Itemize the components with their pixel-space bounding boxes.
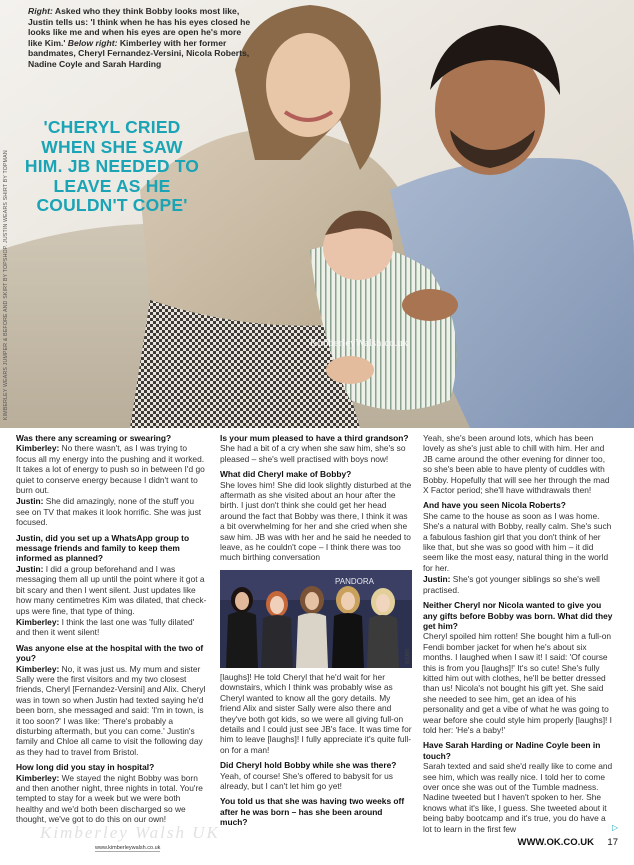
caption-below-text: Kimberley with her former bandmates, Cheryl Fernandez-Versini, Nicola Roberts, Nadine Coyle and Sarah Harding — [28, 37, 250, 69]
caption-right-text: Asked who they think Bobby looks most like, Justin tells us: 'I think when he has his eyes closed he looks like me and when his eyes are open he's more like Kim.' — [28, 6, 251, 48]
question: Was anyone else at the hospital with the two of you? — [16, 642, 204, 664]
answer-text: She came to the house as soon as I was home. She's a natural with Bobby, really calm. She's such a fabulous fashion girl that you don't think of her like that, but she was so good with him – it did seem like the most easy, natural thing in the world for her. — [423, 510, 612, 573]
continue-arrow-icon: ▷ — [612, 823, 619, 832]
answer-text: Sarah texted and said she'd really like to come and see him, which was really nice. I told her to come over once she was out of the Tumble madness. Nadine tweeted but I haven't spoken to her. She knows what it's like, I guess. She tweeted about it being baby bootcamp and it's true, you do have a lot to learn in the first few — [423, 761, 613, 834]
answer-text: I did a group beforehand and I was messaging them all up until the point where it got a bit scary and then I went silent. Just updates like how many centimetres Kim was dilated, that check-ups were fine, that type of thing. — [16, 563, 207, 616]
answer — [16, 564, 208, 616]
speaker: Justin: — [16, 496, 46, 507]
bandmates-photo — [220, 570, 412, 668]
question: Have Sarah Harding or Nadine Coyle been in touch? — [423, 740, 601, 761]
speaker: Kimberley: — [16, 772, 62, 783]
question: What did Cheryl make of Bobby? — [220, 469, 352, 480]
answer-text: Yeah, she's been around lots, which has been lovely as she's just able to chill with him. Her and JB came around the other evening for dinner too, so she's been able to have plenty of cuddles with Bobby. Hopefully that will see her through the mad X Factor period; she'll have withdrawals then! — [423, 433, 610, 496]
answer-text: No there wasn't, as I was trying to focus all my energy into the pushing and it worked. It takes a lot of energy to push so in between I'd go quiet to conserve energy because I didn't want to burn out. — [16, 443, 205, 496]
answer — [16, 496, 208, 527]
answer — [220, 771, 412, 792]
page-number: 17 — [607, 837, 618, 848]
question: Justin, did you set up a WhatsApp group to message friends and family to keep them informed as planned? — [16, 532, 190, 564]
question: Is your mum pleased to have a third grandson? — [220, 433, 409, 443]
answer-text: She did amazingly, none of the stuff you see on TV that makes it look horrific. She was just focused. — [16, 496, 202, 528]
question: Did Cheryl hold Bobby while she was there? — [220, 760, 397, 771]
hero-watermark: KimberleyWalsh.co.uk — [310, 338, 408, 349]
article-column-3 — [423, 433, 615, 835]
answer-text: I think the last one was 'fully dilated' and then it went silent! — [16, 616, 195, 638]
answer — [423, 761, 615, 834]
answer-text: She's got younger siblings so she's well practised. — [423, 574, 600, 595]
caption-below-label: Below right: — [67, 37, 118, 48]
small-url: www.kimberleywalsh.co.uk — [95, 845, 161, 851]
answer — [16, 617, 208, 638]
answer-text: She loves him! She did look slightly disturbed at the aftermath as she visited about an hour after the birth. I just don't think she could get her head around the fact that Bobby was there, I think it was a bit overwhelming for her and she cried when she saw him. JB was with her and he said he needed to leave, as he couldn't cope – I think there was too much birthing conversation — [220, 479, 412, 563]
hero-photo — [0, 0, 634, 428]
speaker: Kimberley: — [16, 443, 62, 454]
answer — [220, 480, 412, 563]
answer — [423, 511, 615, 573]
caption-right-label: Right: — [28, 6, 53, 16]
article-column-2-bottom — [220, 672, 412, 828]
question: You told us that she was having two weeks off after he was born – has she been around much? — [220, 796, 405, 828]
article-column-2-top — [220, 433, 412, 564]
answer-text: We stayed the night Bobby was born and then another night, three nights in total. You're tempted to stay for a week but we were both healthy and we'd both been discharged so we thought, we've got to do this on our own! — [16, 772, 203, 825]
answer — [423, 631, 615, 735]
answer-text: Yeah, of course! She's offered to babysit for us already, but I can't let him go yet! — [220, 770, 393, 792]
answer — [16, 443, 208, 495]
speaker: Justin: — [423, 574, 453, 585]
banner-text: PANDORA — [335, 577, 374, 586]
photo-credit: WENN — [405, 648, 411, 664]
answer — [423, 433, 615, 495]
clothing-credit: KIMBERLEY WEARS JUMPER & BEFORE AND SKIRT BY TOPSHOP. JUSTIN WEARS SHIRT BY TOPMAN — [3, 150, 9, 420]
answer — [16, 773, 208, 825]
question: Neither Cheryl nor Nicola wanted to give you any gifts before Bobby was born. What did they get him? — [423, 600, 613, 631]
answer-text: She had a bit of a cry when she saw him, she's so pleased – she's well practised with boys now! — [220, 443, 406, 464]
speaker: Justin: — [16, 563, 46, 574]
answer — [220, 672, 412, 755]
answer — [16, 664, 208, 758]
answer — [220, 443, 412, 464]
bottom-watermark: Kimberley Walsh UK — [40, 823, 220, 842]
answer-text: No, it was just us. My mum and sister Sally were the first visitors and my two closest friends, Cheryl [Fernandez-Versini] and Alix. Cheryl was in town so when Justin had texted saying he'd been born, she messaged and said: 'I'm in town, is it too soon?' I was like: 'There's probably a disturbing aftermath, but you can come.' Justin's family and Chloe all came to visit the following day as they had to travel from Bristol. — [16, 663, 206, 757]
speaker: Kimberley: — [16, 616, 62, 627]
answer-text: Cheryl spoiled him rotten! She bought him a full-on Fendi bomber jacket for when he's about six months. I laughed when I saw it! I said: 'Of course this is from you [laughs]!' It's so cute! She's fully kitted him out with clothes, he'll be better dressed than us! Nicola's not bought his gift yet. She said she needed to see him, get an idea of his personality and get a vibe of what he was going to wear before she could style him properly [laughs]! I told her: 'He's a baby!' — [423, 631, 612, 735]
answer-text: [laughs]! He told Cheryl that he'd wait for her downstairs, which I think was probably wise as Cheryl wanted to know all the gory details. My friend Alix and sister Sally were also there and they've both got kids, so we were all giving full-on details and I could just see JB's face. It was time for him to leave [laughs]! I fully appreciate it's quite full-on for a man! — [220, 672, 412, 755]
pull-quote: 'CHERYL CRIED WHEN SHE SAW HIM. JB NEEDED TO LEAVE AS HE COULDN'T COPE' — [24, 117, 200, 215]
photo-caption — [28, 6, 256, 70]
question: And have you seen Nicola Roberts? — [423, 500, 566, 511]
footer-url: WWW.OK.CO.UK — [517, 837, 594, 848]
question: How long did you stay in hospital? — [16, 762, 155, 773]
question: Was there any screaming or swearing? — [16, 433, 172, 443]
bandmates-illustration — [220, 570, 412, 668]
answer — [423, 574, 615, 595]
speaker: Kimberley: — [16, 663, 62, 674]
article-column-1 — [16, 433, 208, 826]
